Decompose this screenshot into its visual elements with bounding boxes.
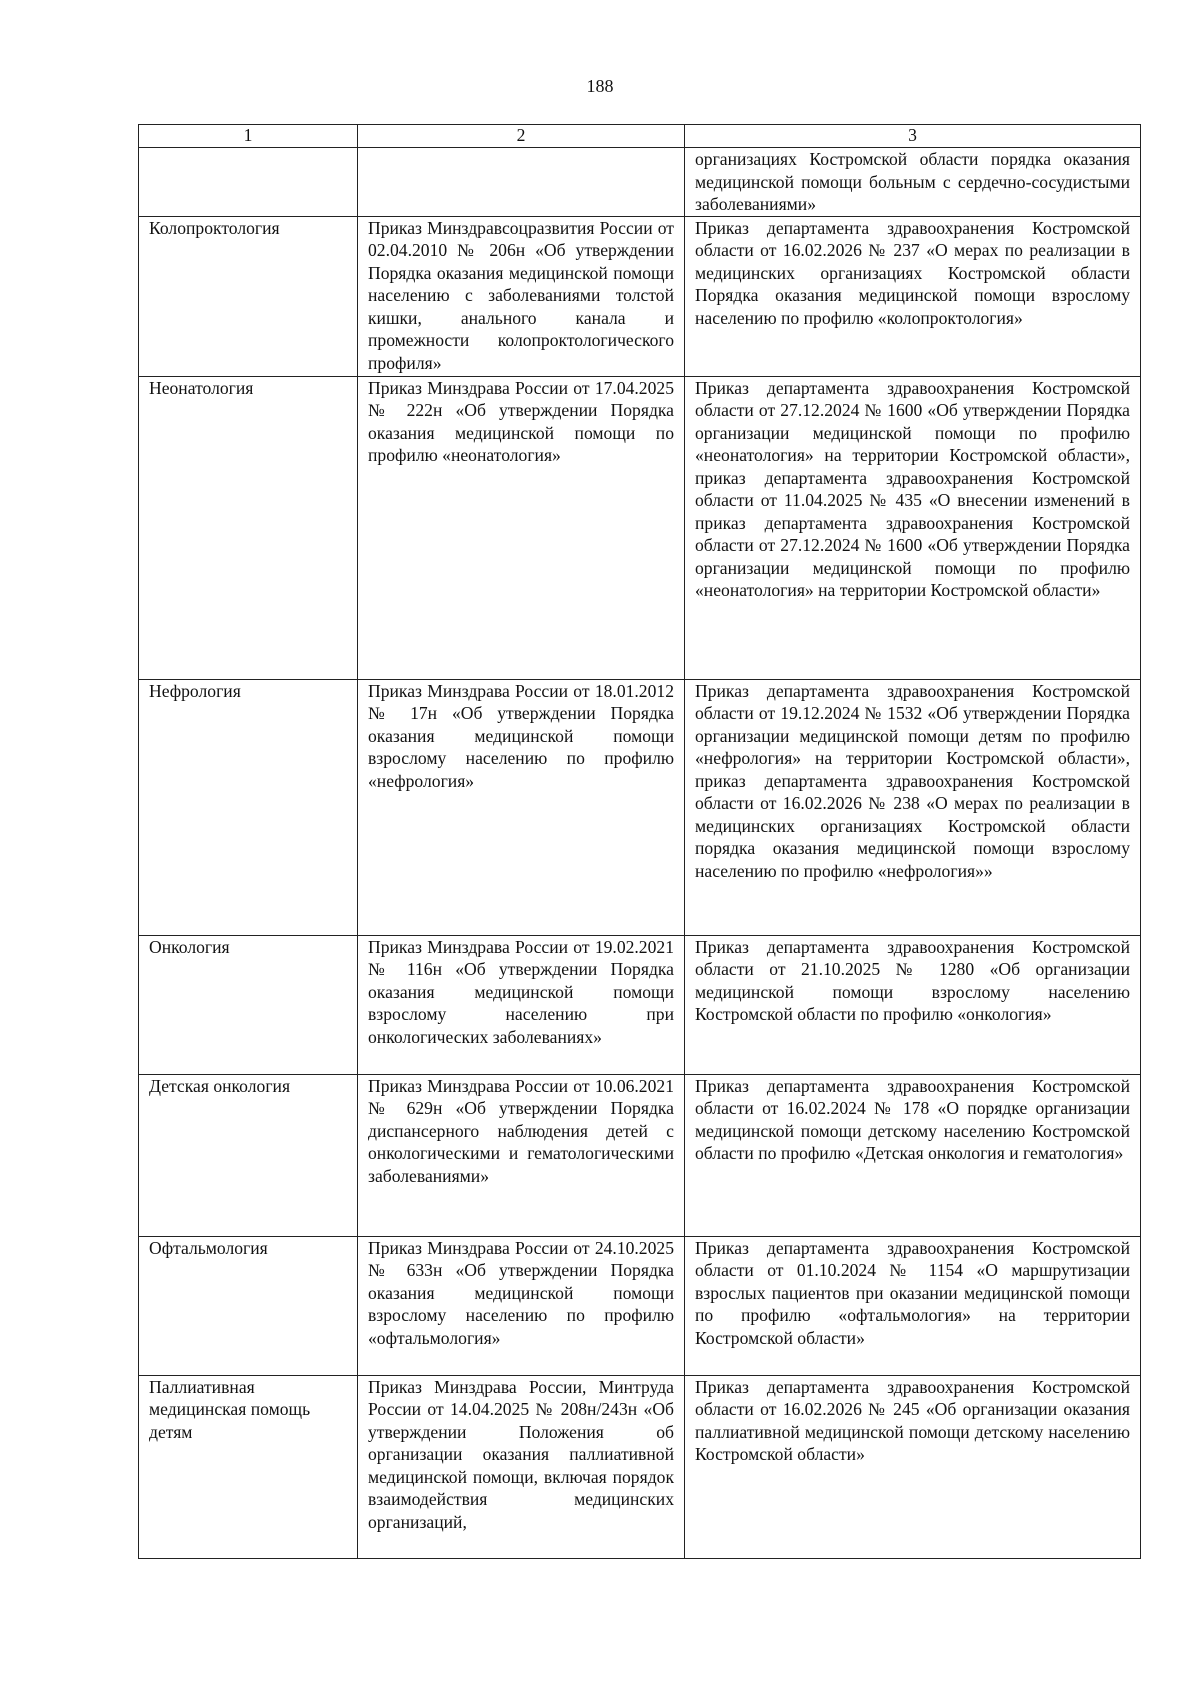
profile-cell: Детская онкология [139, 1074, 358, 1236]
column-header-1: 1 [139, 125, 358, 148]
regional-order-cell: Приказ департамента здравоохранения Костромской области от 01.10.2024 № 1154 «О маршрутизации взрослых пациентов при оказании медицинской помощи по профилю «офтальмология» на территории Костромской области» [685, 1236, 1141, 1375]
federal-order-cell: Приказ Минздрава России от 18.01.2012 № 17н «Об утверждении Порядка оказания медицинской помощи взрослому населению по профилю «нефрология» [358, 679, 685, 935]
table-row [139, 1074, 1141, 1236]
table-row [139, 376, 1141, 679]
federal-order-cell: Приказ Минздрава России, Минтруда России от 14.04.2025 № 208н/243н «Об утверждении Положения об организации оказания паллиативной медицинской помощи, включая порядок взаимодействия медицинских организаций, [358, 1375, 685, 1558]
federal-order-cell: Приказ Минздрава России от 19.02.2021 № 116н «Об утверждении Порядка оказания медицинской помощи взрослому населению при онкологических заболеваниях» [358, 935, 685, 1074]
profile-cell: Нефрология [139, 679, 358, 935]
federal-order-cell: Приказ Минздрава России от 17.04.2025 № 222н «Об утверждении Порядка оказания медицинской помощи по профилю «неонатология» [358, 376, 685, 679]
page-number: 188 [586, 76, 614, 96]
table-row [139, 679, 1141, 935]
regional-order-cell: Приказ департамента здравоохранения Костромской области от 16.02.2026 № 237 «О мерах по реализации в медицинских организациях Костромской области Порядка оказания медицинской помощи взрослому населению по профилю «колопроктология» [685, 216, 1141, 376]
federal-order-cell: Приказ Минздравсоцразвития России от 02.04.2010 № 206н «Об утверждении Порядка оказания медицинской помощи населению с заболеваниями толстой кишки, анального канала и промежности колопроктологического профиля» [358, 216, 685, 376]
table-row [139, 1236, 1141, 1375]
profile-cell: Онкология [139, 935, 358, 1074]
federal-order-cell: Приказ Минздрава России от 10.06.2021 № 629н «Об утверждении Порядка диспансерного наблюдения детей с онкологическими и гематологическими заболеваниями» [358, 1074, 685, 1236]
regional-order-cell: Приказ департамента здравоохранения Костромской области от 16.02.2026 № 245 «Об организации оказания паллиативной медицинской помощи детскому населению Костромской области» [685, 1375, 1141, 1558]
table-row [139, 935, 1141, 1074]
table-row [139, 1375, 1141, 1558]
column-header-2: 2 [358, 125, 685, 148]
profile-cell: Паллиативная медицинская помощь детям [139, 1375, 358, 1558]
profile-cell: Офтальмология [139, 1236, 358, 1375]
federal-order-cell: Приказ Минздрава России от 24.10.2025 № 633н «Об утверждении Порядка оказания медицинской помощи взрослому населению по профилю «офтальмология» [358, 1236, 685, 1375]
profile-cell: Неонатология [139, 376, 358, 679]
regional-order-cell: Приказ департамента здравоохранения Костромской области от 27.12.2024 № 1600 «Об утверждении Порядка организации медицинской помощи по профилю «неонатология» на территории Костромской области», приказ департамента здравоохранения Костромской области от 11.04.2025 № 435 «О внесении изменений в приказ департамента здравоохранения Костромской области от 27.12.2024 № 1600 «Об утверждении Порядка организации медицинской помощи по профилю «неонатология» на территории Костромской области» [685, 376, 1141, 679]
table-row [139, 148, 1141, 217]
regional-order-cell: Приказ департамента здравоохранения Костромской области от 16.02.2024 № 178 «О порядке организации медицинской помощи детскому населению Костромской области по профилю «Детская онкология и гематология» [685, 1074, 1141, 1236]
table-row [139, 216, 1141, 376]
regional-order-cell: Приказ департамента здравоохранения Костромской области от 19.12.2024 № 1532 «Об утверждении Порядка организации медицинской помощи детям по профилю «нефрология» на территории Костромской области», приказ департамента здравоохранения Костромской области от 16.02.2026 № 238 «О мерах по реализации в медицинских организациях Костромской области порядка оказания медицинской помощи взрослому населению по профилю «нефрология»» [685, 679, 1141, 935]
federal-order-cell [358, 148, 685, 217]
regional-order-cell: Приказ департамента здравоохранения Костромской области от 21.10.2025 № 1280 «Об организации медицинской помощи взрослому населению Костромской области по профилю «онкология» [685, 935, 1141, 1074]
regional-order-cell: организациях Костромской области порядка оказания медицинской помощи больным с сердечно-сосудистыми заболеваниями» [685, 148, 1141, 217]
medical-care-orders-table [138, 124, 1141, 1559]
profile-cell: Колопроктология [139, 216, 358, 376]
column-header-3: 3 [685, 125, 1141, 148]
table-header-row [139, 125, 1141, 148]
profile-cell [139, 148, 358, 217]
